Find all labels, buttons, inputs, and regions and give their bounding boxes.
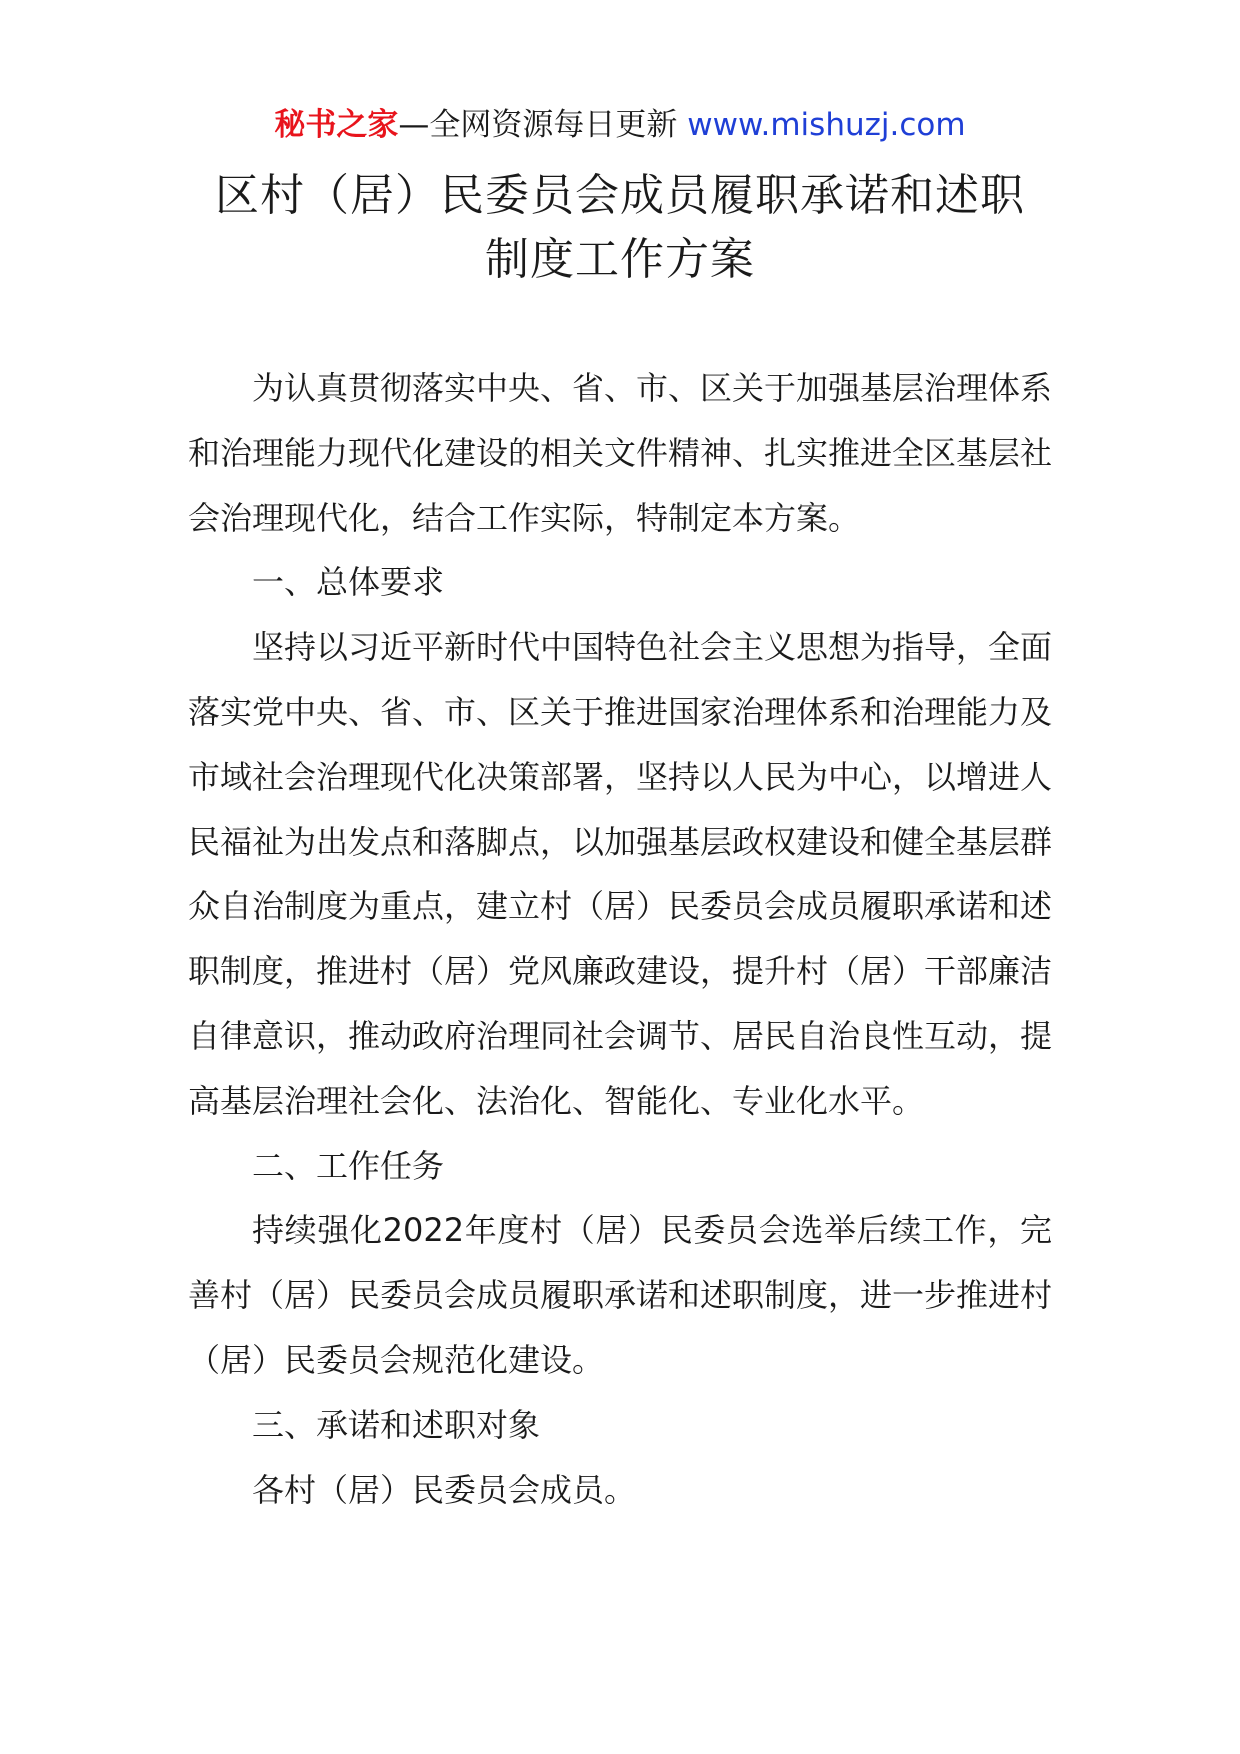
document-title-line-2: 制度工作方案 — [485, 234, 755, 285]
section-heading-general-requirements: 一、总体要求 — [252, 563, 445, 602]
work-tasks-paragraph: 持续强化2022年度村（居）民委员会选举后续工作，完善村（居）民委员会成员履职承诺和述职制度，进一步推进村（居）民委员会规范化建设。 — [188, 1211, 1053, 1379]
document-title-line-1: 区村（居）民委员会成员履职承诺和述职 — [215, 170, 1025, 221]
general-requirements-paragraph: 坚持以习近平新时代中国特色社会主义思想为指导，全面落实党中央、省、市、区关于推进国家治理体系和治理能力及市域社会治理现代化决策部署，坚持以人民为中心，以增进人民福祉为出发点和落脚点，以加强基层政权建设和健全基层群众自治制度为重点，建立村（居）民委员会成员履职承诺和述职制度，推进村（居）党风廉政建设，提升村（居）干部廉洁自律意识，推动政府治理同社会调节、居民自治良性互动，提高基层治理社会化、法治化、智能化、专业化水平。 — [188, 628, 1053, 1120]
site-banner — [0, 100, 1240, 150]
document-title — [0, 164, 1240, 292]
intro-paragraph: 为认真贯彻落实中央、省、市、区关于加强基层治理体系和治理能力现代化建设的相关文件精神、扎实推进全区基层社会治理现代化，结合工作实际，特制定本方案。 — [188, 369, 1053, 537]
targets-paragraph: 各村（居）民委员会成员。 — [252, 1470, 637, 1509]
site-url-link[interactable]: www.mishuzj.com — [687, 107, 966, 143]
brand-slogan: —全网资源每日更新 — [398, 107, 688, 143]
document-body — [188, 356, 1052, 1522]
section-heading-targets: 三、承诺和述职对象 — [252, 1405, 541, 1444]
section-heading-work-tasks: 二、工作任务 — [252, 1146, 445, 1185]
brand-name: 秘书之家 — [274, 107, 399, 143]
